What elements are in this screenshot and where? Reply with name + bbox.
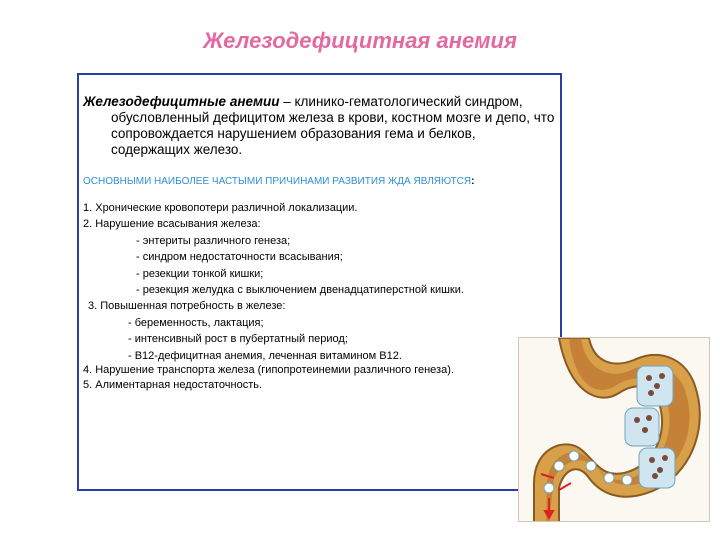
- definition-paragraph: [83, 94, 558, 158]
- definition-text: – клинико-гематологический синдром, обусловленный дефицитом железа в крови, костном мозге и депо, что сопровождается нарушением образования гема и белков, содержащих железо.: [111, 94, 555, 157]
- list-item: - интенсивный рост в пубертатный период;: [128, 333, 348, 346]
- list-item: 1. Хронические кровопотери различной локализации.: [83, 202, 358, 214]
- slide-title: Железодефицитная анемия: [203, 28, 517, 53]
- list-item: - резекции тонкой кишки;: [136, 267, 264, 280]
- definition-term: Железодефицитные анемии: [83, 94, 280, 109]
- list-item: - B12-дефицитная анемия, леченная витамином B12.: [128, 349, 402, 362]
- list-item: 5. Алиментарная недостаточность.: [83, 379, 263, 392]
- causes-heading-text: ОСНОВНЫМИ НАИБОЛЕЕ ЧАСТЫМИ ПРИЧИНАМИ РАЗВИТИЯ ЖДА ЯВЛЯЮТСЯ: [83, 176, 472, 187]
- causes-list: [83, 200, 558, 393]
- causes-heading: [83, 176, 558, 187]
- stomach-icon: [519, 338, 710, 522]
- list-item: 2. Нарушение всасывания железа:: [83, 218, 261, 231]
- list-item: 3. Повышенная потребность в железе:: [88, 300, 286, 313]
- stomach-illustration: [518, 337, 710, 522]
- list-item: - энтериты различного генеза;: [136, 234, 291, 247]
- text-area: [83, 94, 558, 393]
- causes-heading-colon: :: [471, 176, 475, 187]
- list-item: - синдром недостаточности всасывания;: [136, 251, 343, 264]
- list-item: - резекция желудка с выключением двенадцатиперстной кишки.: [136, 284, 464, 297]
- list-item: 4. Нарушение транспорта железа (гипопротеинемии различного генеза).: [83, 364, 454, 377]
- list-item: - беременность, лактация;: [128, 316, 264, 329]
